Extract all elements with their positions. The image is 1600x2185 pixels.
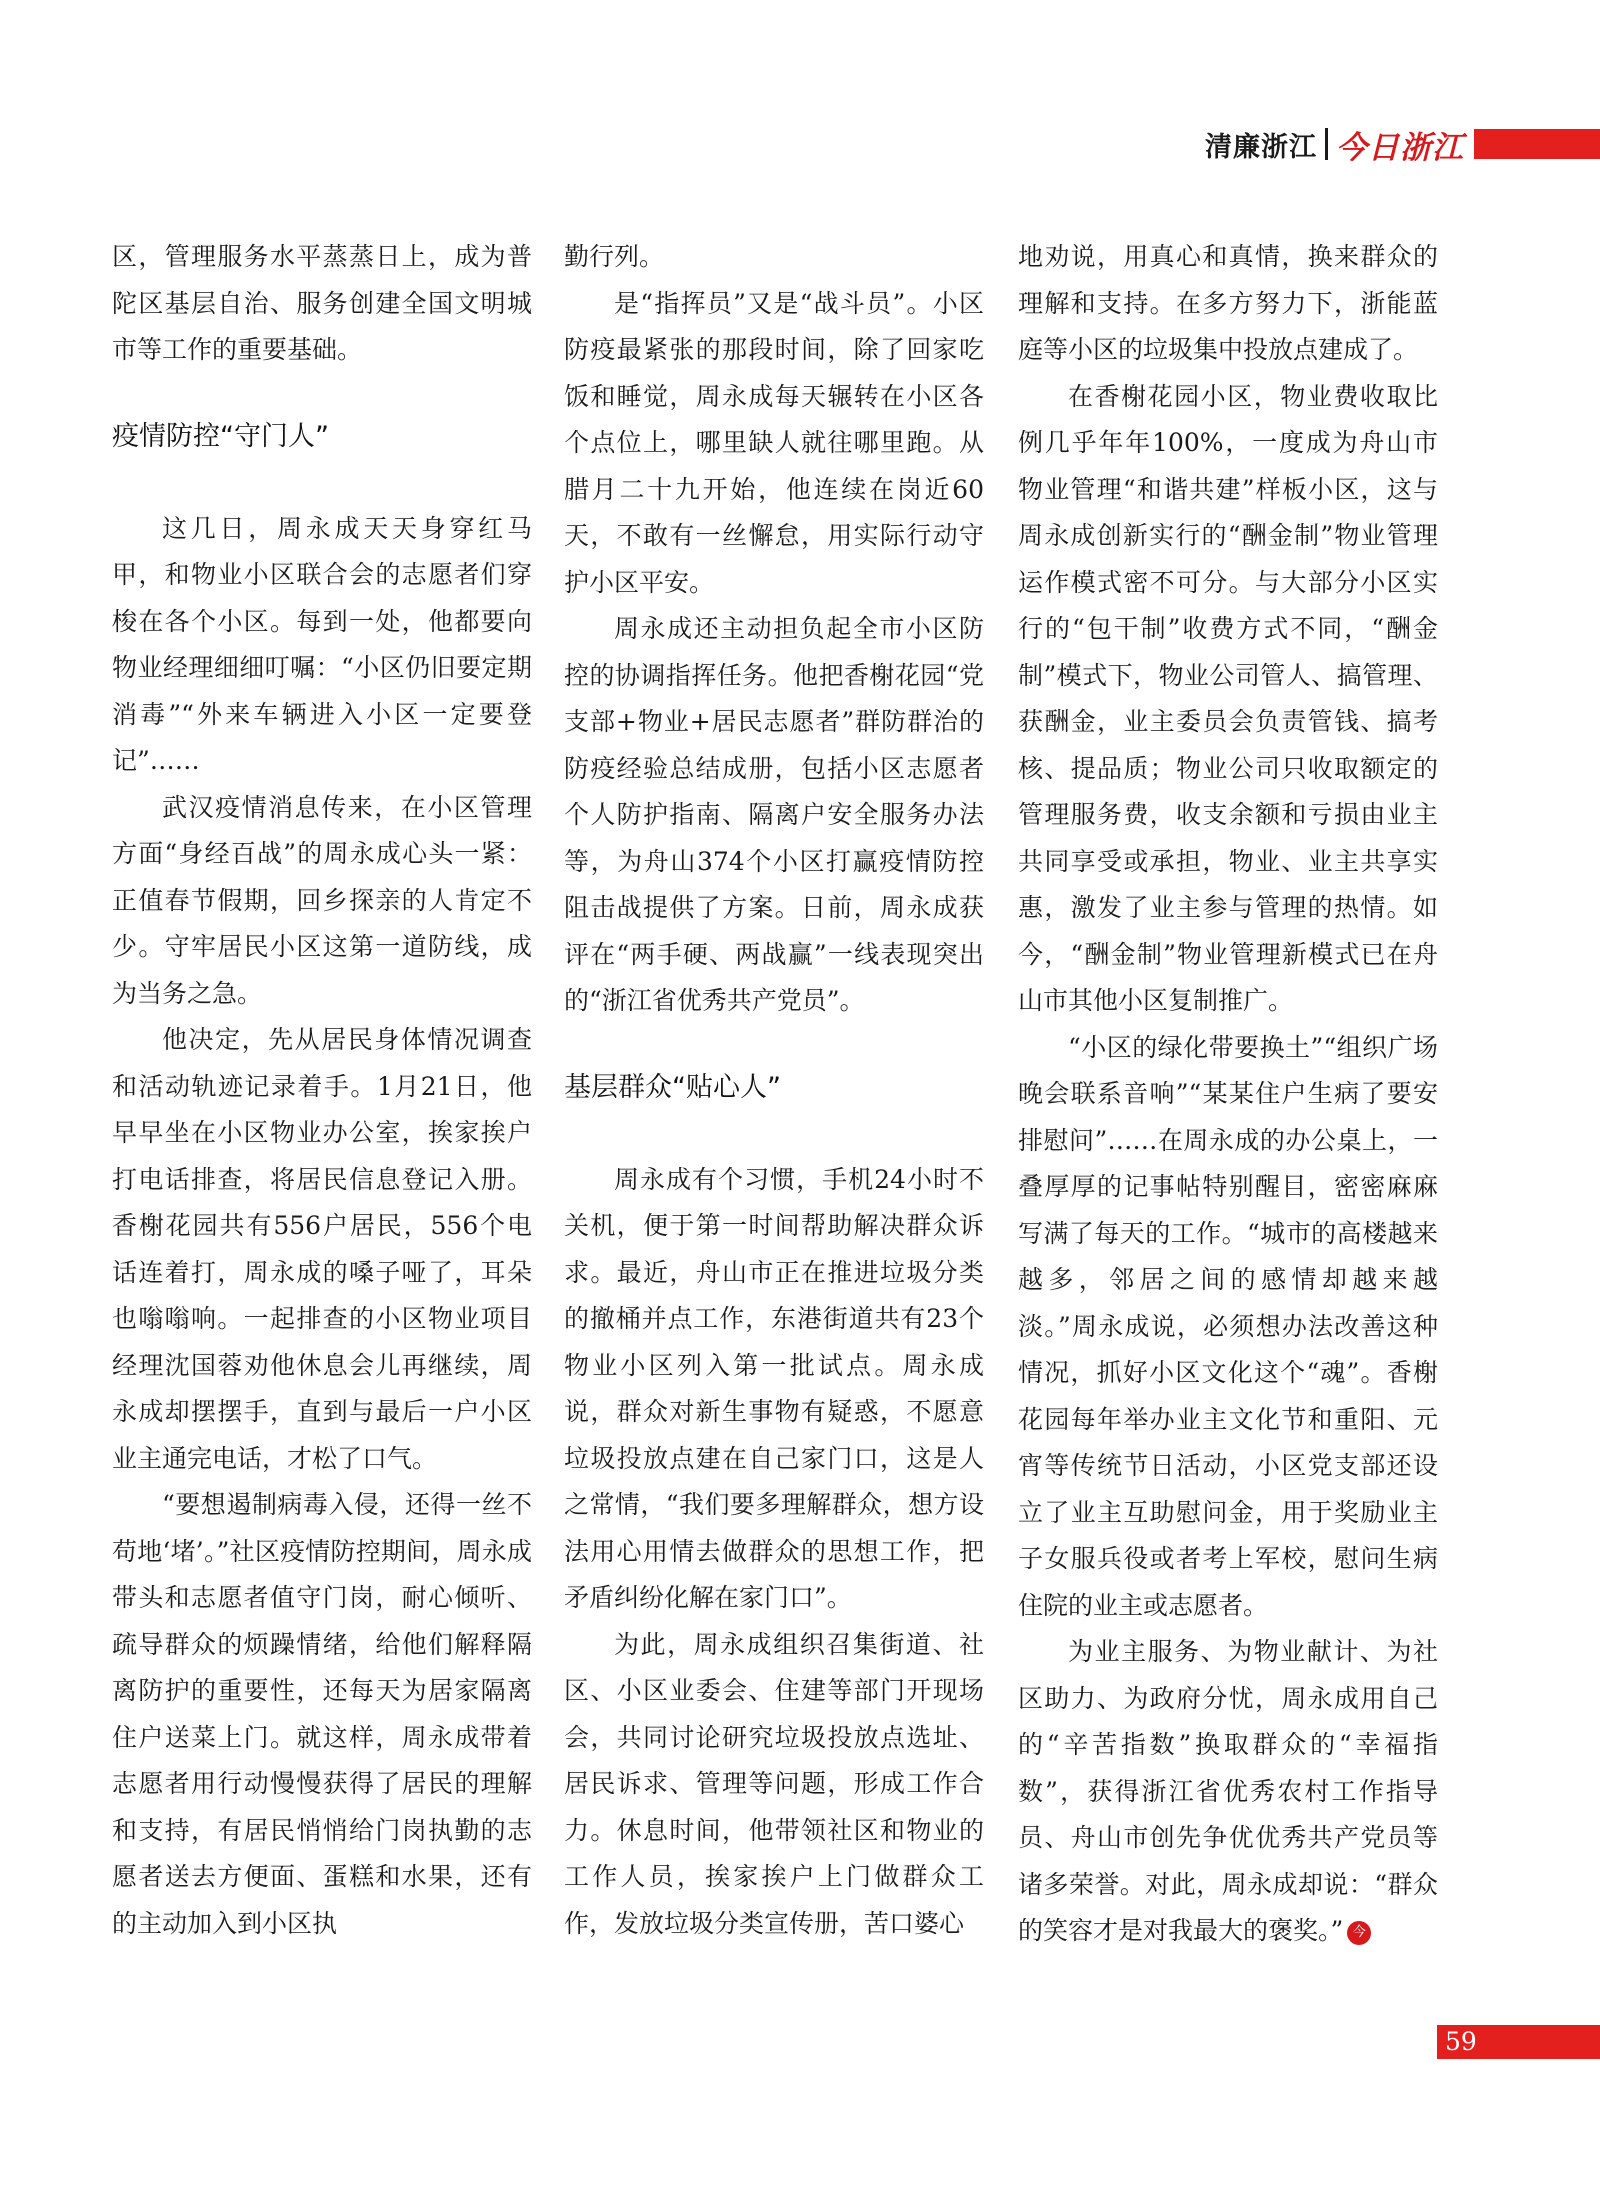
paragraph	[1018, 1629, 1438, 1955]
paragraph: 周永成有个习惯，手机24小时不关机，便于第一时间帮助解决群众诉求。最近，舟山市正在推进垃圾分类的撤桶并点工作，东港街道共有23个物业小区列入第一批试点。周永成说，群众对新生事物有疑惑，不愿意垃圾投放点建在自己家门口，这是人之常情，“我们要多理解群众，想方设法用心用情去做群众的思想工作，把矛盾纠纷化解在家门口”。	[564, 1164, 984, 1612]
section-heading: 疫情防控“守门人”	[112, 420, 329, 452]
paragraph: 武汉疫情消息传来，在小区管理方面“身经百战”的周永成心头一紧：正值春节假期，回乡探亲的人肯定不少。守牢居民小区这第一道防线，成为当务之急。	[112, 792, 532, 1008]
paragraph: 地劝说，用真心和真情，换来群众的理解和支持。在多方努力下，浙能蓝庭等小区的垃圾集中投放点建成了。	[1018, 242, 1438, 364]
header-red-bar	[1474, 129, 1600, 159]
article-column-3	[1018, 234, 1438, 1955]
end-mark-icon: 今	[1347, 1921, 1371, 1945]
paragraph: 区，管理服务水平蒸蒸日上，成为普陀区基层自治、服务创建全国文明城市等工作的重要基础。	[112, 242, 532, 364]
article-column-2	[564, 234, 984, 1947]
paragraph: 是“指挥员”又是“战斗员”。小区防疫最紧张的那段时间，除了回家吃饭和睡觉，周永成每天辗转在小区各个点位上，哪里缺人就往哪里跑。从腊月二十九开始，他连续在岗近60天，不敢有一丝懈怠，用实际行动守护小区平安。	[564, 288, 984, 597]
section-heading: 基层群众“贴心人”	[564, 1071, 781, 1103]
paragraph-text: 为业主服务、为物业献计、为社区助力、为政府分忧，周永成用自己的“辛苦指数”换取群众的“幸福指数”，获得浙江省优秀农村工作指导员、舟山市创先争优优秀共产党员等诸多荣誉。对此，周永成却说：“群众的笑容才是对我最大的褒奖。”	[1018, 1637, 1438, 1945]
page-header	[1205, 122, 1600, 166]
paragraph: 勤行列。	[564, 242, 665, 271]
paragraph: 在香榭花园小区，物业费收取比例几乎年年100%，一度成为舟山市物业管理“和谐共建”样板小区，这与周永成创新实行的“酬金制”物业管理运作模式密不可分。与大部分小区实行的“包干制”收费方式不同，“酬金制”模式下，物业公司管人、搞管理、获酬金，业主委员会负责管钱、搞考核、提品质；物业公司只收取额定的管理服务费，收支余额和亏损由业主共同享受或承担，物业、业主共享实惠，激发了业主参与管理的热情。如今，“酬金制”物业管理新模式已在舟山市其他小区复制推广。	[1018, 381, 1438, 1015]
paragraph: 这几日，周永成天天身穿红马甲，和物业小区联合会的志愿者们穿梭在各个小区。每到一处，他都要向物业经理细细叮嘱：“小区仍旧要定期消毒”“外来车辆进入小区一定要登记”……	[112, 513, 532, 775]
paragraph: 为此，周永成组织召集街道、社区、小区业委会、住建等部门开现场会，共同讨论研究垃圾投放点选址、居民诉求、管理等问题，形成工作合力。休息时间，他带领社区和物业的工作人员，挨家挨户上门做群众工作，发放垃圾分类宣传册，苦口婆心	[564, 1629, 984, 1938]
paragraph: “小区的绿化带要换土”“组织广场晚会联系音响”“某某住户生病了要安排慰问”……在周永成的办公桌上，一叠厚厚的记事帖特别醒目，密密麻麻写满了每天的工作。“城市的高楼越来越多，邻居之间的感情却越来越淡。”周永成说，必须想办法改善这种情况，抓好小区文化这个“魂”。香榭花园每年举办业主文化节和重阳、元宵等传统节日活动，小区党支部还设立了业主互助慰问金，用于奖励业主子女服兵役或者考上军校，慰问生病住院的业主或志愿者。	[1018, 1032, 1438, 1620]
paragraph: 他决定，先从居民身体情况调查和活动轨迹记录着手。1月21日，他早早坐在小区物业办公室，挨家挨户打电话排查，将居民信息登记入册。香榭花园共有556户居民，556个电话连着打，周永成的嗓子哑了，耳朵也嗡嗡响。一起排查的小区物业项目经理沈国蓉劝他休息会儿再继续，周永成却摆摆手，直到与最后一户小区业主通完电话，才松了口气。	[112, 1025, 532, 1473]
header-divider	[1325, 128, 1328, 160]
page-number: 59	[1445, 2027, 1477, 2056]
section-title: 清廉浙江	[1205, 131, 1317, 163]
magazine-logo: 今日浙江	[1336, 129, 1464, 166]
paragraph: 周永成还主动担负起全市小区防控的协调指挥任务。他把香榭花园“党支部+物业+居民志愿者”群防群治的防疫经验总结成册，包括小区志愿者个人防护指南、隔离户安全服务办法等，为舟山374个小区打赢疫情防控阻击战提供了方案。日前，周永成获评在“两手硬、两战赢”一线表现突出的“浙江省优秀共产党员”。	[564, 614, 984, 1015]
paragraph: “要想遏制病毒入侵，还得一丝不苟地‘堵’。”社区疫情防控期间，周永成带头和志愿者值守门岗，耐心倾听、疏导群众的烦躁情绪，给他们解释隔离防护的重要性，还每天为居家隔离住户送菜上门。就这样，周永成带着志愿者用行动慢慢获得了居民的理解和支持，有居民悄悄给门岗执勤的志愿者送去方便面、蛋糕和水果，还有的主动加入到小区执	[112, 1490, 532, 1938]
article-column-1	[112, 234, 532, 1947]
page-number-bar	[1437, 2025, 1600, 2059]
